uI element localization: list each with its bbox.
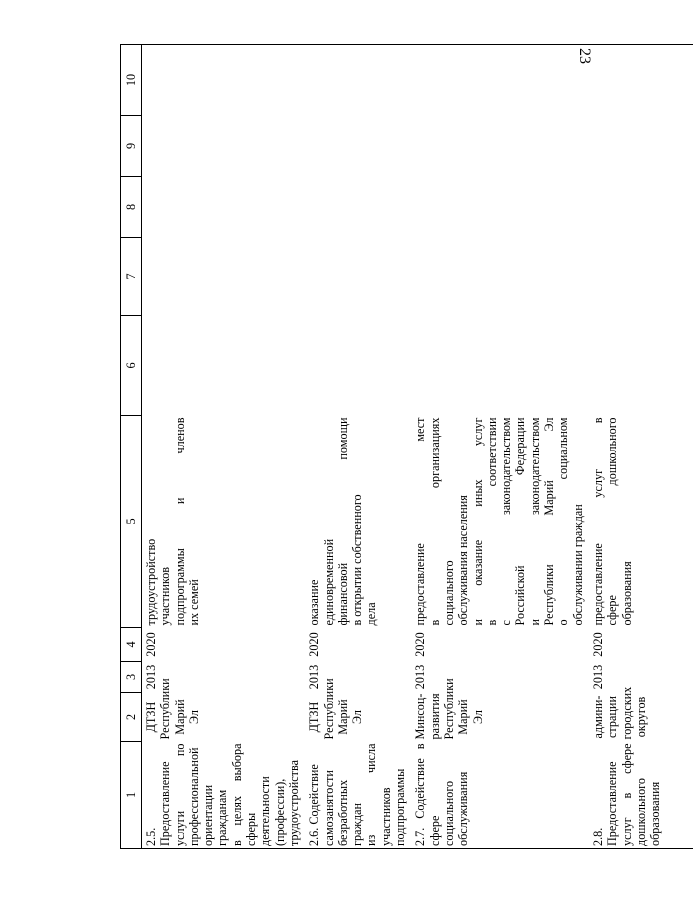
expected-result-cell: [589, 416, 693, 628]
text-line: деятельности (профессии),: [258, 776, 287, 846]
text-line: 2.6. Содействие: [307, 764, 322, 846]
empty-cell-8: [142, 177, 306, 238]
text-line: социального: [441, 780, 456, 846]
executor-cell: [589, 686, 693, 742]
text-line: самозанятости: [321, 770, 336, 846]
start-year-cell: 2013: [144, 664, 158, 690]
end-year-cell: 2020: [590, 632, 605, 657]
text-line: и законодательством: [527, 417, 542, 626]
text-line: обслуживании граждан: [570, 504, 585, 626]
rotated-table-container: [120, 45, 663, 849]
text-line: развития: [427, 693, 442, 740]
text-line: социального: [441, 560, 456, 626]
text-line: в организациях: [427, 417, 442, 626]
text-line: дела: [364, 602, 379, 626]
executor-cell: [411, 678, 589, 742]
empty-cell-9: [411, 116, 589, 177]
text-line: обслуживания населения: [456, 495, 471, 626]
text-line: участников: [158, 566, 173, 626]
start-year-cell: 2013: [590, 664, 605, 690]
empty-cell-6: [305, 316, 411, 416]
expected-result-cell: [142, 416, 306, 628]
text-line: о социальном: [556, 417, 571, 626]
empty-cell-8: [305, 177, 411, 238]
empty-cell-7: [142, 238, 306, 316]
empty-cell-9: [589, 116, 693, 177]
empty-cell-9: [305, 116, 411, 177]
empty-cell-6: [411, 316, 589, 416]
text-line: подпрограммы: [393, 768, 408, 846]
text-line: их семей: [186, 579, 201, 626]
empty-cell-6: [142, 316, 306, 416]
header-col-1: 1: [121, 742, 142, 849]
text-line: профессиональной: [186, 747, 201, 846]
text-line: подпрограммы и членов: [172, 417, 187, 626]
header-col-9: 9: [121, 116, 142, 177]
empty-cell-7: [411, 238, 589, 316]
text-line: финансовой помощи: [335, 417, 350, 626]
text-line: предоставление мест: [413, 417, 428, 626]
page-number: 23: [576, 48, 593, 64]
text-line: 2.5. Предоставление: [144, 761, 173, 846]
measure-name-cell: [142, 742, 306, 849]
header-col-7: 7: [121, 238, 142, 316]
table-row: [142, 45, 306, 849]
table-body: [142, 45, 693, 849]
text-line: с законодательством: [499, 417, 514, 626]
empty-cell-8: [411, 177, 589, 238]
text-line: админи-: [590, 695, 605, 739]
text-line: единовременной: [321, 538, 336, 626]
text-line: Республики: [158, 678, 173, 740]
text-line: Марий Эл: [456, 699, 485, 735]
executor-cell: [142, 678, 306, 742]
measure-name-cell: [411, 742, 589, 849]
text-line: услуг в сфере: [619, 743, 634, 846]
text-line: Республики: [321, 678, 336, 740]
text-line: образования: [619, 561, 634, 626]
end-year-cell: 2020: [144, 632, 158, 657]
header-col-5: 5: [121, 416, 142, 628]
text-line: Республики Марий Эл: [542, 417, 557, 626]
text-line: Марий Эл: [335, 699, 365, 735]
empty-cell-9: [142, 116, 306, 177]
table-row: [589, 45, 693, 849]
empty-cell-7: [589, 238, 693, 316]
text-line: в целях выбора сферы: [229, 743, 259, 846]
text-line: сфере дошкольного: [605, 417, 620, 626]
table-header-row: [121, 45, 142, 849]
executor-cell: [305, 678, 411, 742]
empty-cell-10: [142, 45, 306, 116]
text-line: 2.8. Предоставление: [590, 761, 620, 846]
expected-result-cell: [305, 416, 411, 628]
text-line: 2.7. Содействие в сфере: [413, 743, 442, 846]
measure-name-cell: [305, 742, 411, 849]
text-line: округов: [633, 696, 648, 738]
text-line: ДТЗН: [144, 701, 158, 733]
table-row: [411, 45, 589, 849]
empty-cell-10: [305, 45, 411, 116]
header-col-6: 6: [121, 316, 142, 416]
text-line: безработных граждан: [335, 779, 365, 846]
end-year-cell: 2020: [413, 632, 428, 657]
header-col-10: 10: [121, 45, 142, 116]
text-line: трудоустройства: [286, 760, 301, 846]
expected-result-cell: [411, 416, 589, 628]
text-line: из числа участников: [364, 743, 393, 846]
text-line: городских: [619, 686, 634, 740]
measure-name-cell: [589, 742, 693, 849]
text-line: Республики: [441, 678, 456, 740]
header-col-4: 4: [121, 628, 142, 662]
table-row: [305, 45, 411, 849]
end-year-cell: 2020: [307, 632, 322, 657]
text-line: страции: [605, 696, 620, 738]
text-line: в соответствии: [484, 417, 499, 626]
header-col-2: 2: [121, 693, 142, 742]
text-line: ДТЗН: [307, 701, 322, 733]
text-line: в открытии собственного: [350, 494, 365, 626]
text-line: услуги по: [172, 743, 187, 846]
empty-cell-10: [589, 45, 693, 116]
text-line: Российской Федерации: [513, 417, 528, 626]
empty-cell-6: [589, 316, 693, 416]
empty-cell-10: [411, 45, 589, 116]
start-year-cell: 2013: [307, 664, 322, 690]
text-line: Марий Эл: [172, 699, 201, 735]
text-line: дошкольного образования: [633, 778, 663, 846]
program-measures-table: [120, 44, 693, 849]
text-line: трудоустройство: [144, 538, 158, 626]
empty-cell-7: [305, 238, 411, 316]
empty-cell-8: [589, 177, 693, 238]
text-line: предоставление услуг в: [590, 417, 605, 626]
header-col-8: 8: [121, 177, 142, 238]
text-line: Минсоц-: [413, 693, 428, 740]
text-line: оказание: [307, 579, 322, 626]
header-col-3: 3: [121, 662, 142, 693]
text-line: обслуживания: [456, 771, 471, 846]
text-line: ориентации гражданам: [201, 784, 230, 846]
start-year-cell: 2013: [413, 664, 428, 690]
text-line: и оказание иных услуг: [470, 417, 485, 626]
